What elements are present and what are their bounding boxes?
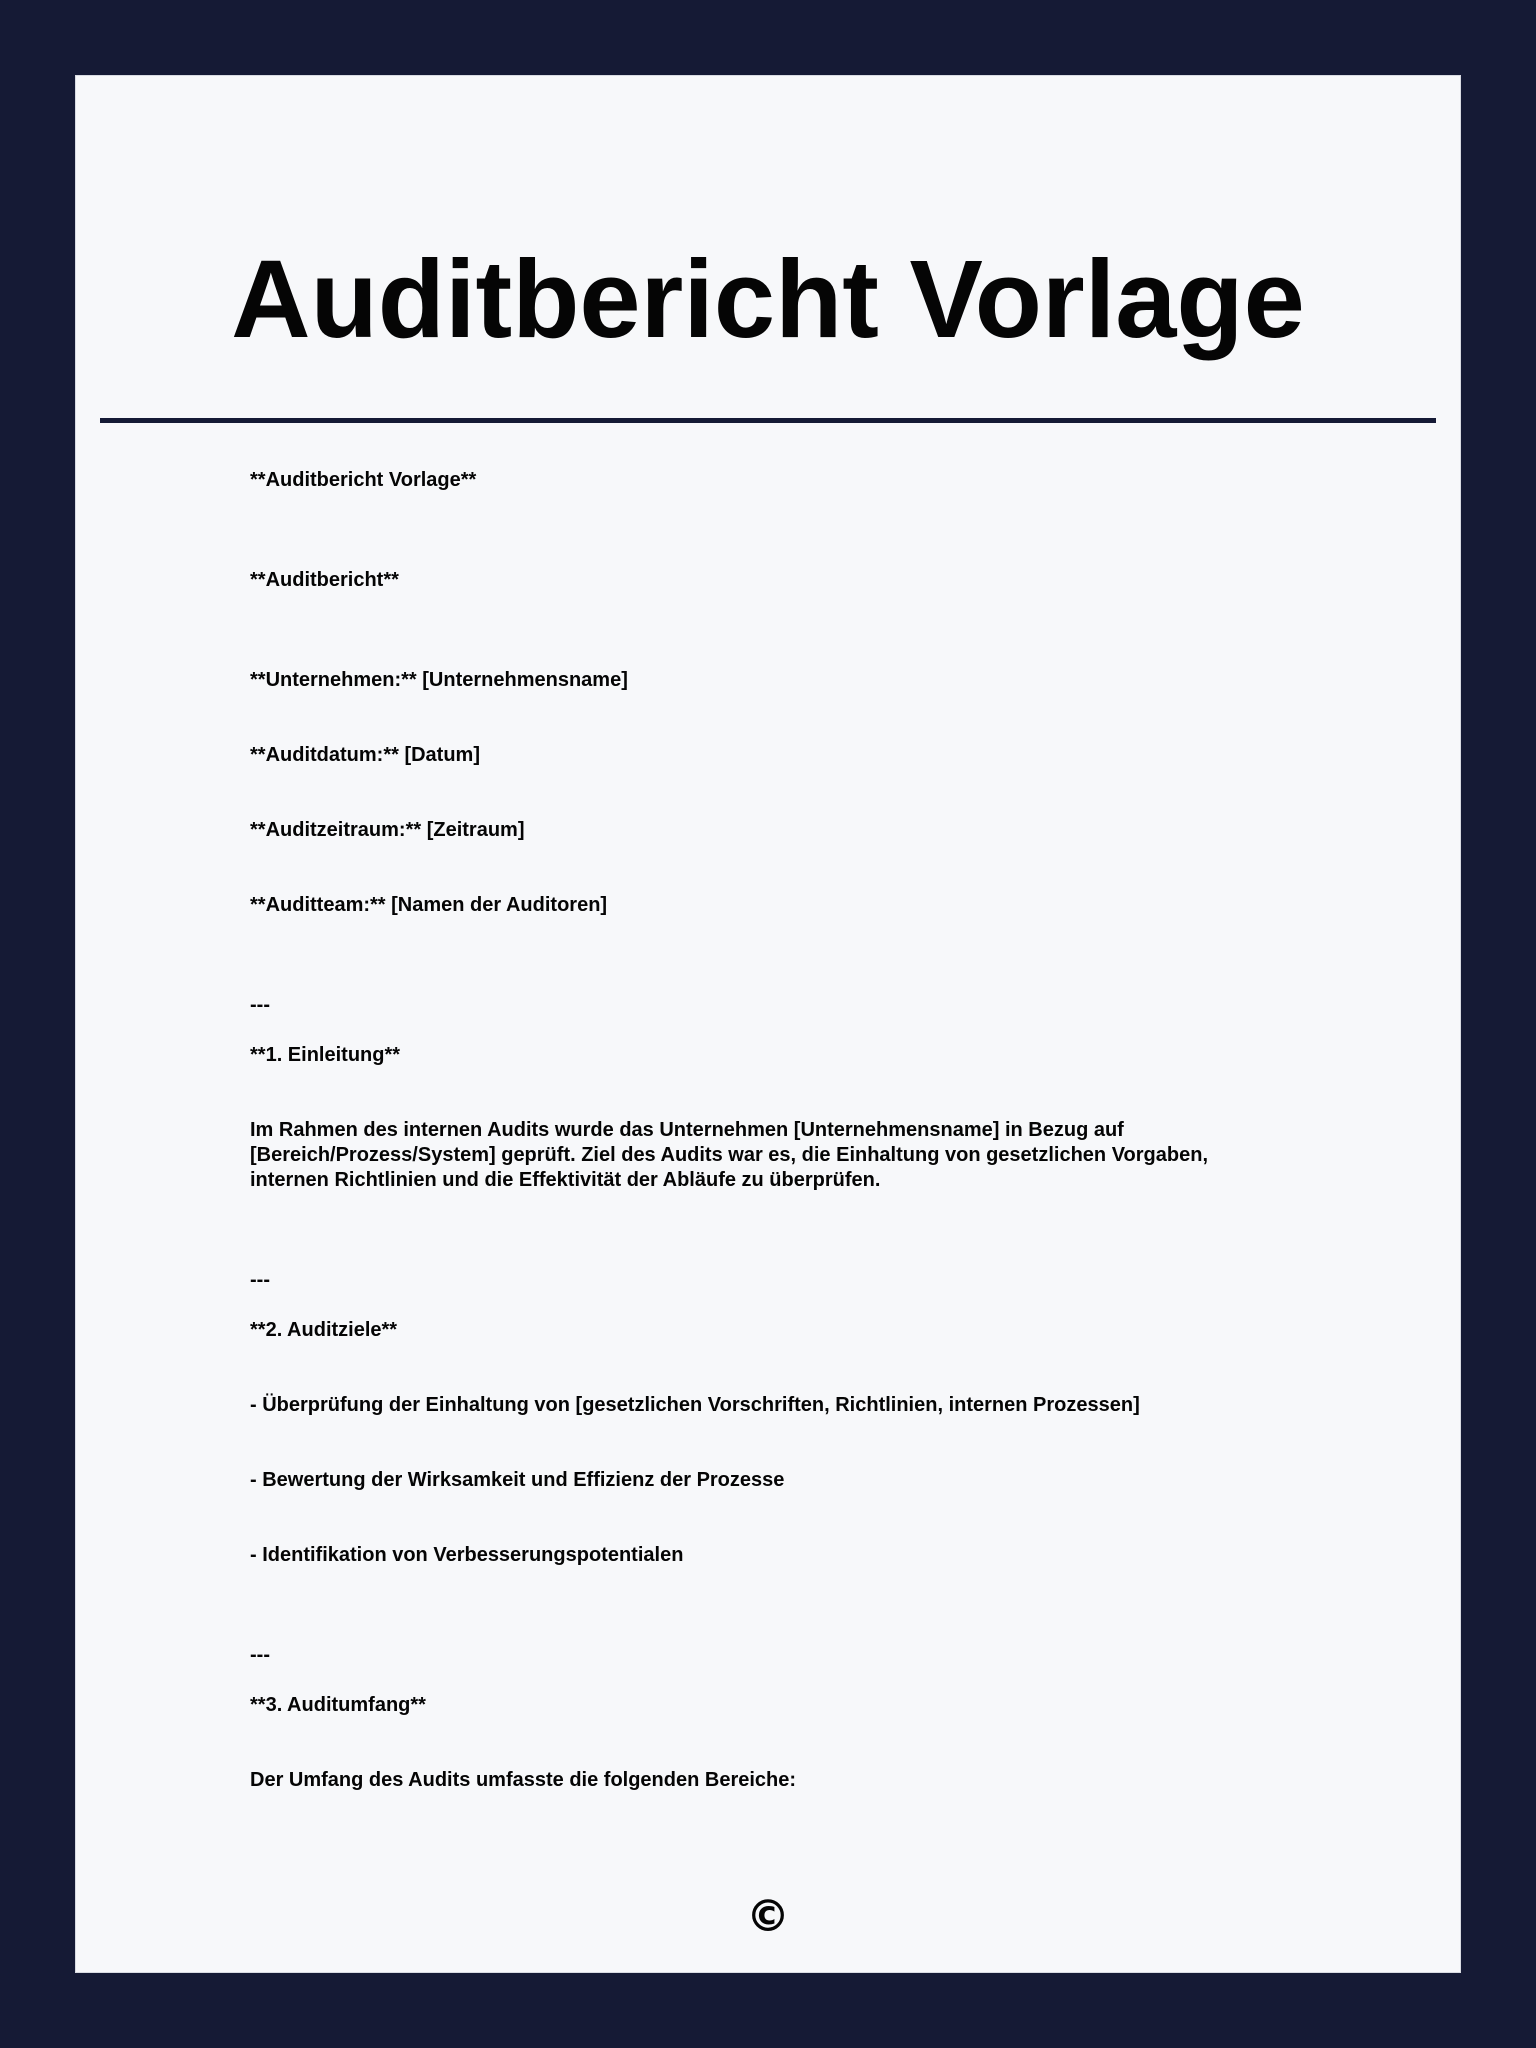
field-auditzeitraum: **Auditzeitraum:** [Zeitraum] <box>250 819 525 841</box>
document-page <box>75 75 1461 1973</box>
field-auditdatum: **Auditdatum:** [Datum] <box>250 744 480 766</box>
paragraph-einleitung: Im Rahmen des internen Audits wurde das Unternehmen [Unternehmensname] in Bezug auf [Bereich/Prozess/System] geprüft. Ziel des Audits war es, die Einhaltung von gesetzlichen Vorgaben, internen Richtlinien und die Effektivität der Abläufe zu überprüfen. <box>250 1119 1214 1191</box>
copyright-icon: © <box>746 1891 790 1942</box>
separator-2: --- <box>250 1269 270 1291</box>
list-item-auditziel-2: - Bewertung der Wirksamkeit und Effizienz der Prozesse <box>250 1469 785 1491</box>
section-heading-einleitung: **1. Einleitung** <box>250 1044 401 1066</box>
title-divider <box>100 418 1436 423</box>
document-title: Auditbericht Vorlage <box>231 238 1305 361</box>
field-auditteam: **Auditteam:** [Namen der Auditoren] <box>250 894 608 916</box>
separator-1: --- <box>250 994 270 1016</box>
paragraph-auditumfang: Der Umfang des Audits umfasste die folgenden Bereiche: <box>250 1769 797 1791</box>
field-unternehmen: **Unternehmen:** [Unternehmensname] <box>250 669 628 691</box>
list-item-auditziel-3: - Identifikation von Verbesserungspotentialen <box>250 1544 684 1566</box>
section-heading-auditumfang: **3. Auditumfang** <box>250 1694 426 1716</box>
heading-auditbericht: **Auditbericht** <box>250 569 399 591</box>
section-heading-auditziele: **2. Auditziele** <box>250 1319 398 1341</box>
separator-3: --- <box>250 1644 270 1666</box>
heading-auditbericht-vorlage: **Auditbericht Vorlage** <box>250 469 477 491</box>
list-item-auditziel-1: - Überprüfung der Einhaltung von [gesetzlichen Vorschriften, Richtlinien, internen Prozessen] <box>250 1394 1140 1416</box>
